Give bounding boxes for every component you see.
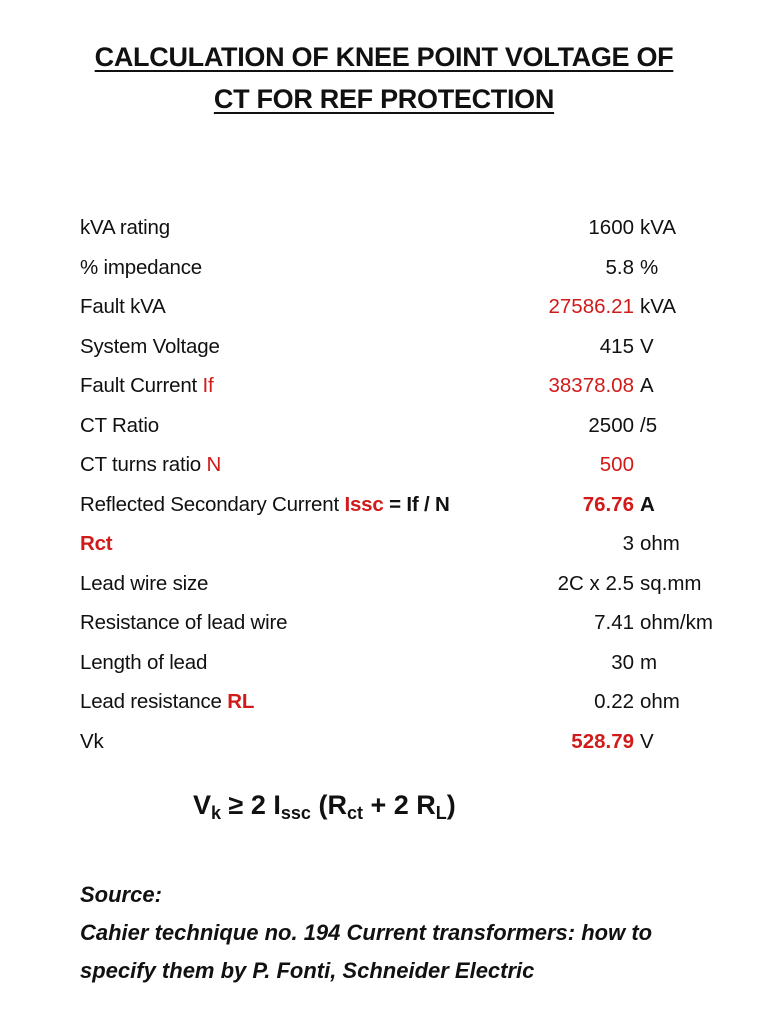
formula-paren-open: (R (318, 790, 347, 820)
row-value: 2C x 2.5 (557, 571, 634, 595)
row-label-symbol: RL (227, 690, 255, 713)
row-value: 415 (599, 334, 634, 358)
row-label: CT Ratio (80, 413, 159, 437)
calculation-table (0, 208, 768, 761)
row-label-text: CT turns ratio (80, 453, 202, 476)
row-label-text: Lead resistance (80, 690, 222, 713)
row-fault-kva (0, 287, 768, 327)
source-line-2: specify them by P. Fonti, Schneider Electric (80, 958, 535, 983)
row-value: 5.8 (605, 255, 634, 279)
row-label: Fault kVA (80, 295, 166, 318)
row-label (80, 682, 254, 722)
row-value: 7.41 (594, 611, 634, 634)
source-line-1: Cahier technique no. 194 Current transformers: how to (80, 920, 653, 945)
row-unit: ohm (640, 532, 680, 555)
row-ct-ratio (0, 406, 768, 446)
formula-rct-sub: ct (346, 803, 363, 823)
row-label-symbol: If (202, 374, 214, 397)
source-citation (80, 876, 740, 990)
row-lead-wire-resistance (0, 603, 768, 643)
row-lead-resistance (0, 682, 768, 722)
row-unit: ohm/km (640, 611, 713, 634)
row-label: Resistance of lead wire (80, 611, 288, 634)
row-value: 76.76 (582, 492, 634, 516)
formula-v: V (193, 790, 212, 820)
row-label: Lead wire size (80, 571, 209, 595)
row-ct-turns-ratio (0, 445, 768, 485)
row-system-voltage (0, 327, 768, 367)
row-lead-wire-size (0, 564, 768, 604)
row-value: 38378.08 (548, 374, 634, 397)
row-value: 500 (599, 453, 634, 476)
row-value: 0.22 (594, 690, 634, 713)
knee-point-formula (193, 780, 456, 838)
row-label: kVA rating (80, 216, 170, 239)
row-impedance (0, 248, 768, 288)
row-label (80, 445, 221, 485)
row-value: 1600 (588, 216, 634, 239)
row-label-symbol: Issc (344, 492, 384, 516)
row-label (80, 485, 450, 525)
row-label: System Voltage (80, 334, 220, 358)
row-label: Rct (80, 532, 113, 555)
title-line-1: CALCULATION OF KNEE POINT VOLTAGE OF (94, 42, 674, 72)
row-rct (0, 524, 768, 564)
row-label-suffix: = If / N (389, 492, 450, 516)
formula-rl-sub: L (435, 803, 447, 823)
row-unit: /5 (640, 413, 658, 437)
row-value: 3 (622, 532, 634, 555)
row-kva-rating (0, 208, 768, 248)
row-value: 30 (611, 650, 634, 674)
row-lead-length (0, 643, 768, 683)
row-unit: m (640, 650, 658, 674)
formula-i-sub: ssc (280, 803, 311, 823)
row-unit: kVA (640, 216, 677, 239)
row-reflected-secondary-current (0, 485, 768, 525)
row-label-symbol: N (206, 453, 222, 476)
page-title (0, 36, 768, 120)
row-vk (0, 722, 768, 762)
row-value: 27586.21 (548, 295, 634, 318)
row-label: Length of lead (80, 650, 208, 674)
row-label-text: Fault Current (80, 374, 198, 397)
row-value: 2500 (588, 413, 634, 437)
row-unit: A (640, 492, 655, 516)
title-line-2: CT FOR REF PROTECTION (213, 84, 555, 114)
row-unit: kVA (640, 295, 677, 318)
formula-paren-close: ) (446, 790, 456, 820)
row-unit: sq.mm (640, 571, 702, 595)
row-label (80, 366, 214, 406)
row-label: Vk (80, 729, 104, 753)
formula-plus: + 2 R (370, 790, 436, 820)
row-unit: % (640, 255, 659, 279)
row-unit: ohm (640, 690, 680, 713)
formula-ge: ≥ 2 I (228, 790, 281, 820)
row-unit: V (640, 729, 654, 753)
formula-v-sub: k (211, 803, 222, 823)
source-heading: Source: (80, 882, 162, 907)
row-value: 528.79 (571, 729, 634, 753)
row-label: % impedance (80, 255, 203, 279)
row-label-text: Reflected Secondary Current (80, 492, 339, 516)
row-unit: A (640, 374, 654, 397)
row-unit: V (640, 334, 654, 358)
row-fault-current (0, 366, 768, 406)
